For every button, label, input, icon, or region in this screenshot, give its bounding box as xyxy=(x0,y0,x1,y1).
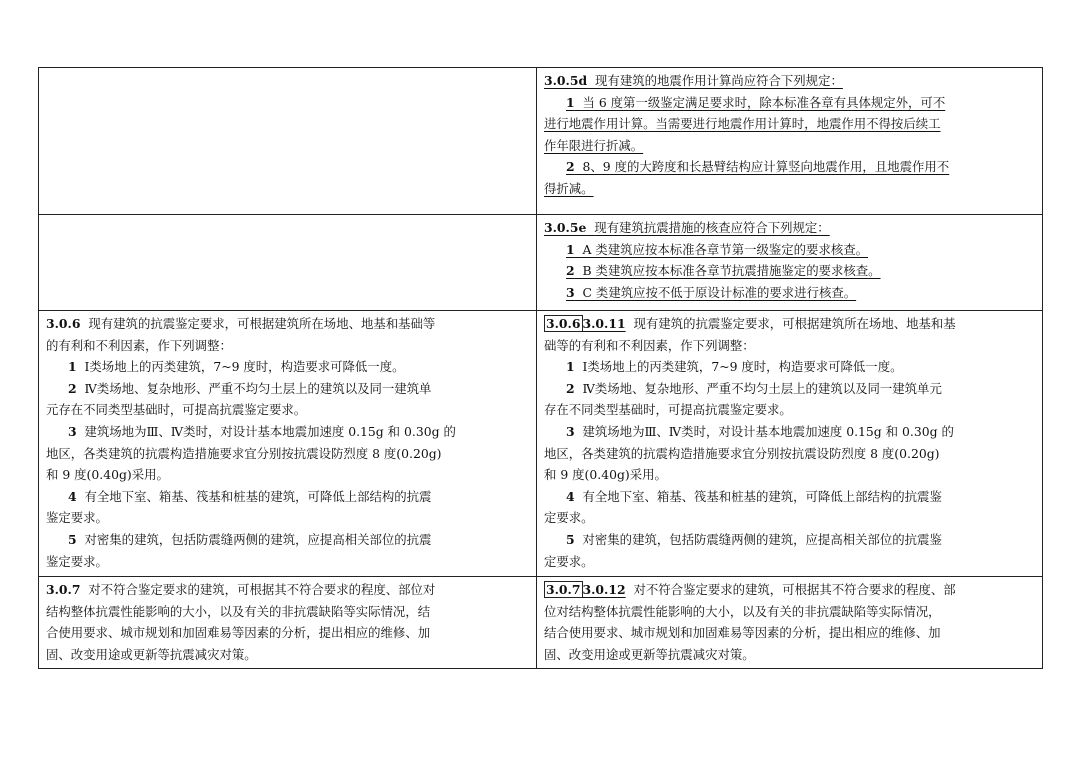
item-text: B 类建筑应按本标准各章节抗震措施鉴定的要求核查。 xyxy=(582,263,881,279)
right-cell-3-0-5e xyxy=(537,215,1043,311)
clause-text: 现有建筑的抗震鉴定要求，可根据建筑所在场地、地基和基 xyxy=(633,316,956,331)
item-text: 建筑场地为Ⅲ、Ⅳ类时，对设计基本地震加速度 0.15g 和 0.30g 的 xyxy=(582,423,954,439)
item-text-line: 定要求。 xyxy=(544,553,594,569)
clause-text-line: 合使用要求、城市规划和加固难易等因素的分析，提出相应的维修、加 xyxy=(46,625,431,641)
item-text-line: 作年限进行折减。 xyxy=(544,137,644,153)
table-row xyxy=(39,68,1043,215)
clause-text-line: 固、改变用途或更新等抗震减灾对策。 xyxy=(544,646,755,662)
item-text: 当 6 度第一级鉴定满足要求时，除本标准各章有具体规定外，可不 xyxy=(582,94,946,110)
comparison-table xyxy=(38,67,1043,669)
left-cell-3-0-7 xyxy=(39,577,537,669)
item-text: 对密集的建筑，包括防震缝两侧的建筑，应提高相关部位的抗震鉴 xyxy=(582,531,942,547)
clause-text-line: 结构整体抗震性能影响的大小，以及有关的非抗震缺陷等实际情况，结 xyxy=(46,603,431,619)
list-item xyxy=(544,282,1036,304)
clause-text-line: 结合使用要求、城市规划和加固难易等因素的分析，提出相应的维修、加 xyxy=(544,625,941,641)
item-text: A 类建筑应按本标准各章节第一级鉴定的要求核查。 xyxy=(582,241,868,257)
clause-code: 3.0.5d xyxy=(544,73,588,88)
list-item xyxy=(544,260,1036,282)
item-number: 5 xyxy=(68,531,77,547)
clause-code: 3.0.7 xyxy=(46,582,81,597)
clause-text-line: 础等的有利和不利因素，作下列调整： xyxy=(544,337,755,353)
list-item xyxy=(46,529,530,551)
list-item xyxy=(544,378,1036,400)
list-item xyxy=(46,421,530,443)
right-cell-3-0-11 xyxy=(537,311,1043,577)
clause-text-line: 位对结构整体抗震性能影响的大小，以及有关的非抗震缺陷等实际情况， xyxy=(544,603,941,619)
clause-text-line: 的有利和不利因素，作下列调整： xyxy=(46,337,232,353)
item-text-line: 得折减。 xyxy=(544,180,594,196)
item-number: 5 xyxy=(566,531,575,547)
clause-heading xyxy=(46,579,530,601)
clause-code: 3.0.6 xyxy=(46,316,81,331)
item-number: 4 xyxy=(68,488,77,504)
item-number: 2 xyxy=(566,380,575,396)
left-cell-empty xyxy=(39,68,537,215)
item-text-line: 存在不同类型基础时，可提高抗震鉴定要求。 xyxy=(544,402,792,418)
item-text: C 类建筑应按不低于原设计标准的要求进行核查。 xyxy=(582,284,857,300)
table-row xyxy=(39,577,1043,669)
list-item xyxy=(544,529,1036,551)
clause-text: 对不符合鉴定要求的建筑，可根据其不符合要求的程度、部位对 xyxy=(88,582,436,597)
item-number: 3 xyxy=(566,284,575,300)
item-number: 3 xyxy=(68,423,77,439)
item-number: 4 xyxy=(566,488,575,504)
list-item xyxy=(544,239,1036,261)
left-cell-3-0-6 xyxy=(39,311,537,577)
left-cell-empty xyxy=(39,215,537,311)
clause-heading xyxy=(544,579,1036,601)
item-number: 1 xyxy=(68,359,77,375)
list-item xyxy=(544,356,1036,378)
item-text-line: 和 9 度(0.40g)采用。 xyxy=(544,467,667,483)
item-number: 2 xyxy=(566,263,575,279)
item-text-line: 进行地震作用计算。当需要进行地震作用计算时，地震作用不得按后续工 xyxy=(544,116,941,132)
list-item xyxy=(544,92,1036,114)
item-text: 对密集的建筑，包括防震缝两侧的建筑，应提高相关部位的抗震 xyxy=(84,531,432,547)
list-item xyxy=(46,356,530,378)
list-item xyxy=(544,156,1036,178)
item-text: Ⅰ类场地上的丙类建筑，7~9 度时，构造要求可降低一度。 xyxy=(582,359,903,375)
item-text: Ⅳ类场地、复杂地形、严重不均匀土层上的建筑以及同一建筑单元 xyxy=(582,380,942,396)
clause-code: 3.0.5e xyxy=(544,220,587,235)
deleted-clause-code: 3.0.7 xyxy=(546,582,581,597)
table-row xyxy=(39,215,1043,311)
list-item xyxy=(46,486,530,508)
item-text: 8、9 度的大跨度和长悬臂结构应计算竖向地震作用，且地震作用不 xyxy=(582,159,950,175)
clause-heading xyxy=(46,313,530,335)
item-text-line: 定要求。 xyxy=(544,510,594,526)
item-number: 2 xyxy=(68,380,77,396)
item-text: Ⅳ类场地、复杂地形、严重不均匀土层上的建筑以及同一建筑单 xyxy=(84,380,432,396)
item-text-line: 地区，各类建筑的抗震构造措施要求宜分别按抗震设防烈度 8 度(0.20g) xyxy=(544,445,940,461)
table-row xyxy=(39,311,1043,577)
list-item xyxy=(544,486,1036,508)
list-item xyxy=(544,421,1036,443)
item-text: 有全地下室、箱基、筏基和桩基的建筑，可降低上部结构的抗震 xyxy=(84,488,432,504)
item-text-line: 元存在不同类型基础时，可提高抗震鉴定要求。 xyxy=(46,402,307,418)
clause-code: 3.0.12 xyxy=(582,582,626,597)
item-text: 建筑场地为Ⅲ、Ⅳ类时，对设计基本地震加速度 0.15g 和 0.30g 的 xyxy=(84,423,456,439)
item-text-line: 地区，各类建筑的抗震构造措施要求宜分别按抗震设防烈度 8 度(0.20g) xyxy=(46,445,442,461)
item-text-line: 鉴定要求。 xyxy=(46,553,108,569)
item-text: 有全地下室、箱基、筏基和桩基的建筑，可降低上部结构的抗震鉴 xyxy=(582,488,942,504)
item-number: 1 xyxy=(566,94,575,110)
clause-text: 现有建筑的抗震鉴定要求，可根据建筑所在场地、地基和基础等 xyxy=(88,316,436,331)
clause-heading xyxy=(544,313,1036,335)
item-text: Ⅰ类场地上的丙类建筑，7~9 度时，构造要求可降低一度。 xyxy=(84,359,405,375)
item-number: 3 xyxy=(566,423,575,439)
right-cell-3-0-5d xyxy=(537,68,1043,215)
clause-title: 现有建筑抗震措施的核查应符合下列规定： xyxy=(594,220,830,235)
item-text-line: 鉴定要求。 xyxy=(46,510,108,526)
right-cell-3-0-12 xyxy=(537,577,1043,669)
clause-text-line: 固、改变用途或更新等抗震减灾对策。 xyxy=(46,646,257,662)
clause-code: 3.0.11 xyxy=(582,316,626,331)
item-number: 2 xyxy=(566,159,575,175)
item-number: 1 xyxy=(566,241,575,257)
clause-title: 现有建筑的地震作用计算尚应符合下列规定： xyxy=(595,73,843,88)
deleted-clause-code: 3.0.6 xyxy=(546,316,581,331)
clause-heading xyxy=(544,217,1036,239)
list-item xyxy=(46,378,530,400)
clause-heading xyxy=(544,70,1036,92)
clause-text: 对不符合鉴定要求的建筑，可根据其不符合要求的程度、部 xyxy=(633,582,956,597)
item-text-line: 和 9 度(0.40g)采用。 xyxy=(46,467,169,483)
item-number: 1 xyxy=(566,359,575,375)
